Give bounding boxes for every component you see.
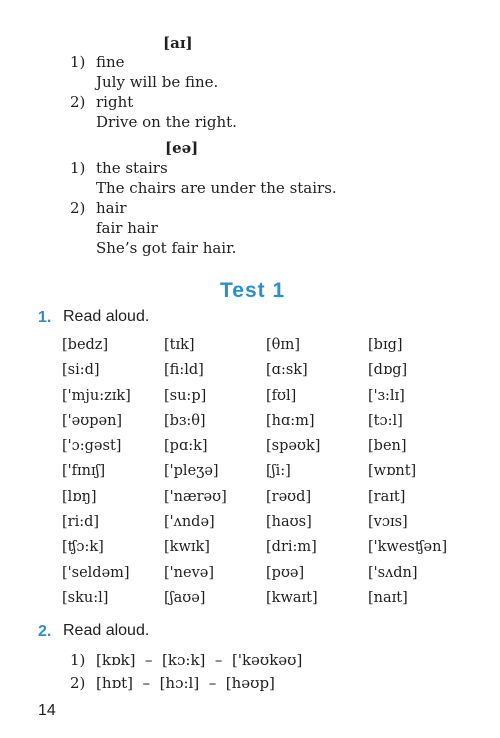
transcription-cell: [tɔ:l] <box>368 412 403 429</box>
transcription-cell: ['nevə] <box>164 564 214 581</box>
transcription-cell: [raɪt] <box>368 488 406 505</box>
transcription-cell: [ʧɔ:k] <box>62 539 104 556</box>
example-word: hair <box>96 199 127 217</box>
list-number: 2) <box>70 199 86 217</box>
example-phrase: fair hair <box>96 219 158 237</box>
transcription-cell: [pɑ:k] <box>164 438 208 455</box>
task-instruction: Read aloud. <box>63 622 150 639</box>
transcription-cell: [kwɪk] <box>164 539 210 556</box>
transcription-cell: [lɒŋ] <box>62 488 97 505</box>
transcription-cell: [spəʊk] <box>266 438 321 455</box>
example-word: right <box>96 93 134 111</box>
transcription-line: [hɒt] – [hɔ:l] – [həʊp] <box>96 674 275 692</box>
transcription-cell: ['mju:zɪk] <box>62 387 131 404</box>
task-number: 1. <box>38 309 52 326</box>
transcription-cell: ['sʌdn] <box>368 564 418 581</box>
list-number: 1) <box>70 651 86 669</box>
transcription-cell: [bedz] <box>62 337 109 353</box>
transcription-cell: [hɑ:m] <box>266 412 315 429</box>
transcription-line: [kɒk] – [kɔ:k] – ['kəʊkəʊ] <box>96 651 303 669</box>
transcription-cell: ['kwesʧən] <box>368 539 448 556</box>
transcription-cell: [θɪn] <box>266 337 301 353</box>
list-number: 2) <box>70 674 86 692</box>
transcription-cell: ['ɔ:gəst] <box>62 438 122 455</box>
example-sentence: She’s got fair hair. <box>96 239 237 257</box>
transcription-cell: ['ɜ:lɪ] <box>368 387 405 404</box>
example-word: fine <box>96 53 125 71</box>
transcription-cell: ['fɪnɪʃ] <box>62 463 106 480</box>
transcription-cell: [pʊə] <box>266 564 305 581</box>
transcription-cell: ['əʊpən] <box>62 412 123 429</box>
task-number: 2. <box>38 623 52 640</box>
transcription-grid <box>62 333 468 611</box>
transcription-cell: [ʃaʊə] <box>164 589 206 606</box>
sound-heading-ai: [aɪ] <box>163 34 193 52</box>
transcription-cell: [ri:d] <box>62 514 100 531</box>
transcription-cell: [fʊl] <box>266 387 297 404</box>
test-title: Test 1 <box>220 279 286 302</box>
example-sentence: July will be fine. <box>96 73 219 91</box>
transcription-cell: ['seldəm] <box>62 564 130 581</box>
transcription-cell: ['nærəʊ] <box>164 488 227 505</box>
example-sentence: Drive on the right. <box>96 113 237 131</box>
transcription-cell: [kwaɪt] <box>266 589 318 606</box>
transcription-cell: [naɪt] <box>368 589 408 606</box>
transcription-cell: [bɪg] <box>368 337 403 353</box>
transcription-cell: [fi:ld] <box>164 362 204 379</box>
example-sentence: The chairs are under the stairs. <box>96 179 337 197</box>
list-number: 1) <box>70 159 86 177</box>
transcription-cell: [haʊs] <box>266 514 312 531</box>
list-number: 1) <box>70 53 86 71</box>
transcription-cell: [bɜ:θ] <box>164 412 206 429</box>
transcription-cell: [ɑ:sk] <box>266 362 308 379</box>
transcription-cell: ['ʌndə] <box>164 514 215 531</box>
transcription-cell: [sku:l] <box>62 589 109 606</box>
transcription-cell: [si:d] <box>62 362 100 379</box>
list-number: 2) <box>70 93 86 111</box>
task-instruction: Read aloud. <box>63 308 150 325</box>
transcription-cell: [ʃi:] <box>266 463 291 480</box>
transcription-cell: [vɔɪs] <box>368 514 408 531</box>
sound-heading-ea: [eə] <box>165 139 199 157</box>
example-word: the stairs <box>96 159 168 177</box>
transcription-cell: [su:p] <box>164 387 207 404</box>
transcription-cell: [ben] <box>368 438 407 455</box>
transcription-cell: [dri:m] <box>266 539 317 556</box>
transcription-cell: [wɒnt] <box>368 463 417 480</box>
transcription-cell: [dɒg] <box>368 362 408 379</box>
page-number: 14 <box>38 702 56 719</box>
transcription-cell: ['pleʒə] <box>164 463 219 480</box>
transcription-cell: [tɪk] <box>164 337 195 353</box>
transcription-cell: [rəʊd] <box>266 488 312 505</box>
